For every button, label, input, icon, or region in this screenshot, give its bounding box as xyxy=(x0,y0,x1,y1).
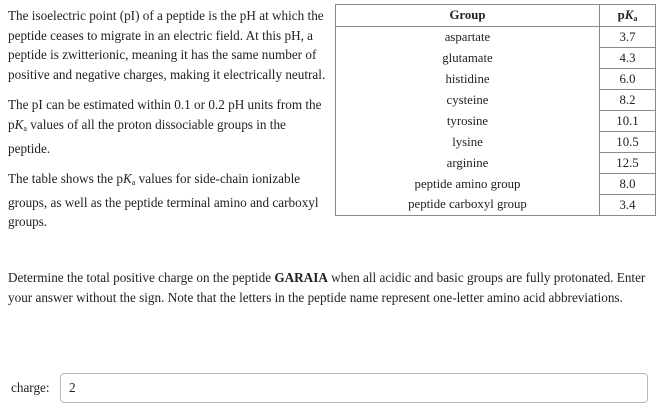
charge-input[interactable] xyxy=(60,373,648,403)
group-cell: histidine xyxy=(336,69,600,90)
group-cell: peptide amino group xyxy=(336,174,600,195)
table-row xyxy=(336,111,656,132)
pka-letter: K xyxy=(14,116,24,132)
group-header: Group xyxy=(336,5,600,27)
answer-row xyxy=(8,373,654,405)
pka-symbol xyxy=(8,117,27,132)
pka-prefix: p xyxy=(116,171,123,187)
pka-header-subscript: a xyxy=(633,14,638,23)
table-row xyxy=(336,90,656,111)
pka-cell: 10.5 xyxy=(600,132,656,153)
table-row xyxy=(336,48,656,69)
question-end: when all acidic and basic groups are fully protonated. Enter your answer without the sign. Note that the letters in the peptide name represent one-letter amino acid abbreviations. xyxy=(8,270,646,305)
pka-table xyxy=(335,4,656,216)
question-text xyxy=(8,268,653,307)
pka-header-prefix: p xyxy=(617,8,625,22)
intro-paragraph-1: The isoelectric point (pI) of a peptide is the pH at which the peptide ceases to migrate in an electric field. At this pH, a peptide is zwitterionic, meaning it has the same number of positive and negative charges, making it electrically neutral. xyxy=(8,8,326,82)
pka-cell: 8.0 xyxy=(600,174,656,195)
table-row xyxy=(336,69,656,90)
group-cell: arginine xyxy=(336,153,600,174)
pka-table-body xyxy=(336,27,656,216)
table-row xyxy=(336,27,656,48)
intro-paragraph-3-end: values for side-chain ionizable groups, as well as the peptide terminal amino and carboxyl groups. xyxy=(8,171,319,230)
pka-symbol xyxy=(116,171,135,186)
table-row xyxy=(336,195,656,216)
group-cell: aspartate xyxy=(336,27,600,48)
intro-paragraph-3 xyxy=(8,169,326,232)
pka-cell: 10.1 xyxy=(600,111,656,132)
pka-subscript: a xyxy=(131,178,136,188)
charge-label: charge: xyxy=(11,380,50,395)
pka-cell: 6.0 xyxy=(600,69,656,90)
group-cell: glutamate xyxy=(336,48,600,69)
group-cell: cysteine xyxy=(336,90,600,111)
table-row xyxy=(336,132,656,153)
pka-cell: 12.5 xyxy=(600,153,656,174)
intro-text xyxy=(8,6,326,243)
pka-header xyxy=(600,5,656,27)
pka-cell: 3.7 xyxy=(600,27,656,48)
intro-paragraph-2-end: values of all the proton dissociable groups in the peptide. xyxy=(8,116,286,156)
table-row xyxy=(336,174,656,195)
intro-paragraph-2-start: The pI can be estimated within 0.1 or 0.2 pH units from the xyxy=(8,97,322,113)
table-row xyxy=(336,153,656,174)
question-start: Determine the total positive charge on the peptide xyxy=(8,270,272,285)
pka-header-letter: K xyxy=(624,8,634,22)
peptide-name: GARAIA xyxy=(274,270,328,285)
pka-cell: 3.4 xyxy=(600,195,656,216)
pka-cell: 8.2 xyxy=(600,90,656,111)
group-cell: peptide carboxyl group xyxy=(336,195,600,216)
table-header-row xyxy=(336,5,656,27)
intro-paragraph-3-start: The table shows the xyxy=(8,171,114,187)
pka-subscript: a xyxy=(23,123,27,133)
pka-cell: 4.3 xyxy=(600,48,656,69)
pka-letter: K xyxy=(123,171,132,187)
pka-prefix: p xyxy=(8,116,15,132)
intro-paragraph-2 xyxy=(8,95,326,158)
group-cell: lysine xyxy=(336,132,600,153)
group-cell: tyrosine xyxy=(336,111,600,132)
